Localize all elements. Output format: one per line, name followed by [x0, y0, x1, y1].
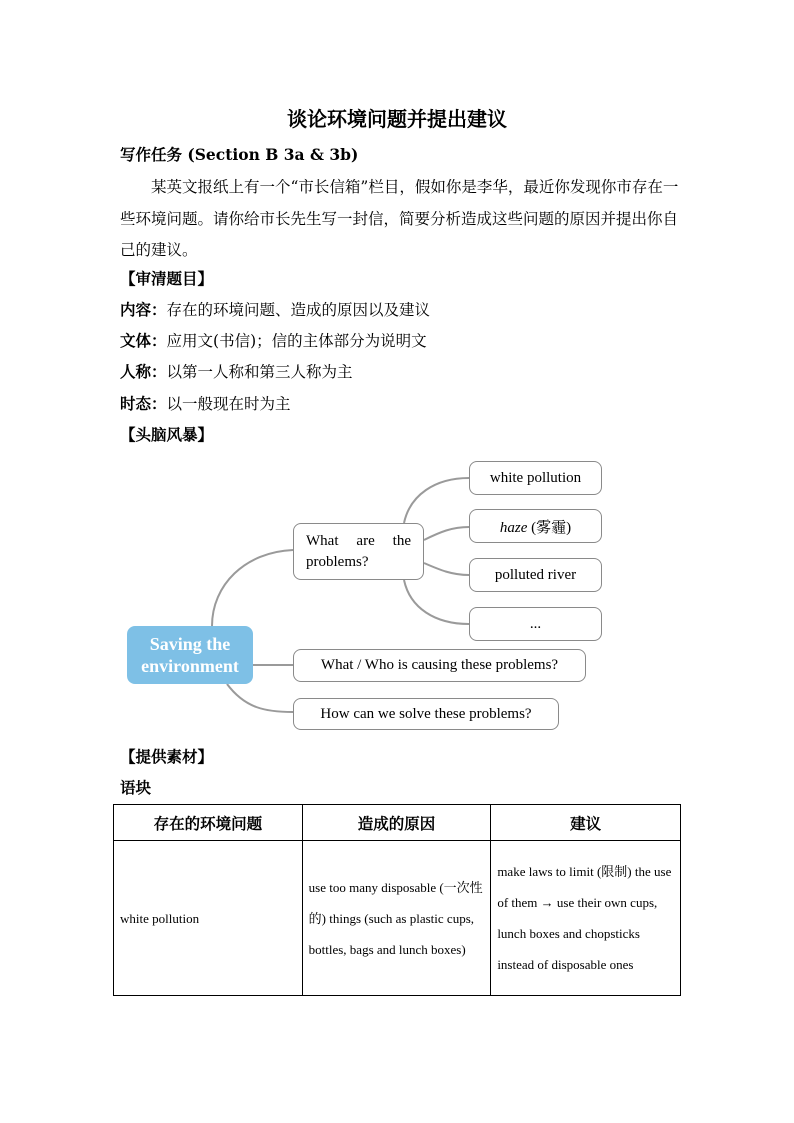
header-suggestion: 建议 — [491, 805, 681, 841]
q2-text: What / Who is causing these problems? — [320, 657, 559, 673]
mindmap-problem-more — [469, 607, 602, 641]
cell-suggestion: make laws to limit (限制) the use of them → use their own cups, lunch boxes and chopsticks instead of disposable ones — [491, 841, 681, 996]
mindmap-question-solutions — [293, 698, 559, 730]
cell-problem: white pollution — [114, 841, 303, 996]
connector-p1 — [404, 478, 469, 523]
person-value: 以第一人称和第三人称为主 — [166, 363, 353, 381]
cell-cause: use too many disposable (一次性的) things (such as plastic cups, bottles, bags and lunch boxes) — [302, 841, 491, 996]
problem2-note: (雾霾) — [527, 519, 572, 536]
q3-text: How can we solve these problems? — [320, 705, 532, 722]
material-heading: 【提供素材】 — [120, 747, 214, 766]
brainstorm-heading: 【头脑风暴】 — [120, 425, 214, 444]
problem1-text: white pollution — [489, 469, 582, 486]
task-heading: 写作任务 (Section B 3a & 3b) — [120, 145, 359, 164]
mindmap-problem-haze — [469, 509, 602, 543]
problem4-text: ... — [529, 615, 542, 632]
problem3-text: polluted river — [494, 566, 577, 583]
connector-p2 — [424, 527, 469, 540]
tense-value: 以一般现在时为主 — [166, 395, 291, 413]
header-problem: 存在的环境问题 — [114, 805, 303, 841]
style-label: 文体： — [120, 331, 167, 350]
table-row — [114, 841, 681, 996]
style-value: 应用文(书信)；信的主体部分为说明文 — [166, 332, 427, 350]
center-line1: Saving the — [149, 634, 231, 654]
person-label: 人称： — [120, 362, 167, 381]
mindmap-question-causes — [293, 649, 586, 682]
material-table — [113, 804, 681, 996]
connector-p4 — [404, 580, 469, 624]
task-body: 某英文报纸上有一个“市长信箱”栏目，假如你是李华，最近你发现你市存在一些环境问题。请你给市长先生写一封信，简要分析造成这些问题的原因并提出你自己的建议。 — [120, 178, 679, 259]
mindmap-center-node — [127, 626, 253, 684]
page-title: 谈论环境问题并提出建议 — [287, 107, 507, 131]
tense-label: 时态： — [120, 394, 167, 413]
review-heading: 【审清题目】 — [120, 269, 214, 288]
connector-p3 — [424, 563, 469, 575]
mindmap-problem-white-pollution — [469, 461, 602, 495]
mindmap-problem-polluted-river — [469, 558, 602, 592]
problem2-italic: haze — [499, 519, 528, 536]
table-header-row — [114, 805, 681, 841]
content-value: 存在的环境问题、造成的原因以及建议 — [166, 301, 431, 319]
header-cause: 造成的原因 — [302, 805, 491, 841]
problem2-text — [500, 516, 571, 537]
q1-text: What are the problems? — [306, 532, 411, 570]
connector-q3 — [227, 684, 293, 712]
content-label: 内容： — [120, 300, 167, 319]
connector-q1 — [212, 550, 293, 626]
center-line2: environment — [141, 656, 239, 676]
chunks-heading: 语块 — [120, 778, 152, 797]
mindmap-question-problems — [293, 523, 424, 580]
